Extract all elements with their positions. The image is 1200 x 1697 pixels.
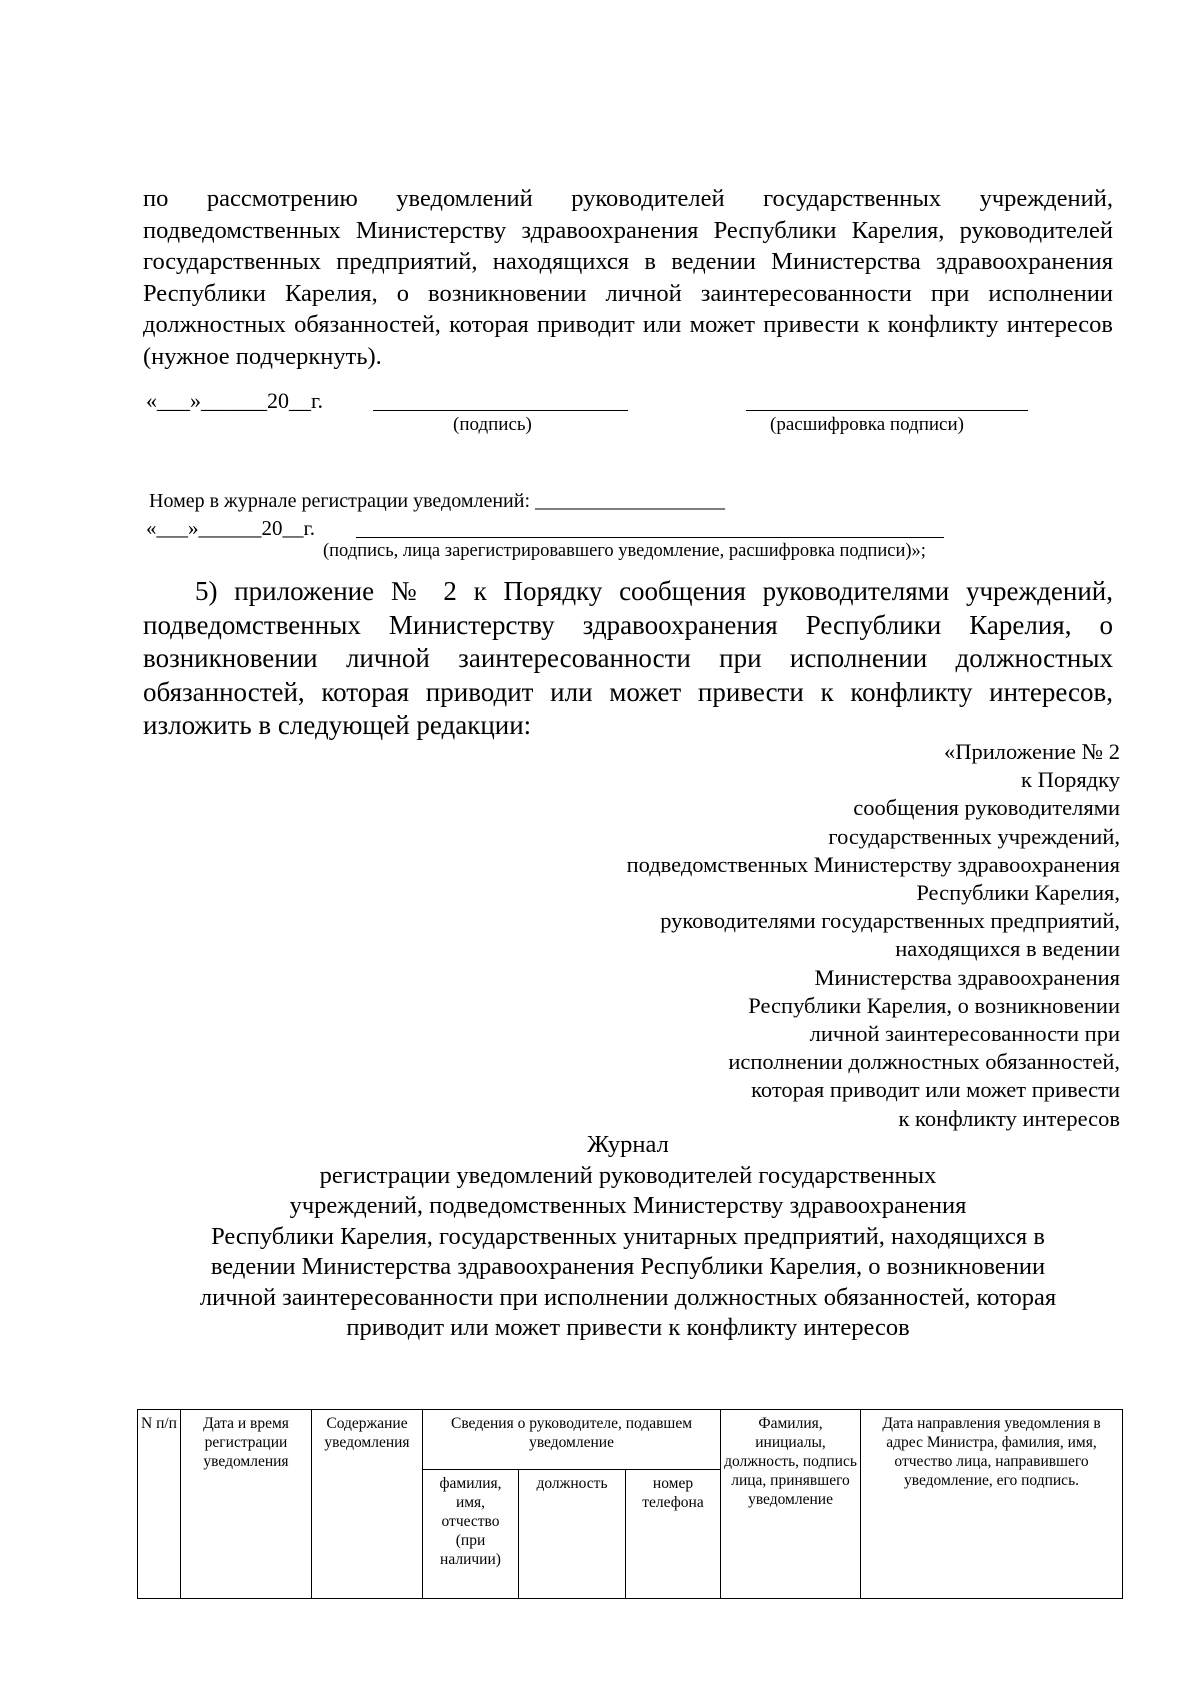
registration-table — [137, 1409, 1123, 1599]
registrar-caption: (подпись, лица зарегистрировавшего уведомление, расшифровка подписи)»; — [323, 541, 926, 561]
item-5-paragraph: 5) приложение № 2 к Порядку сообщения руководителями учреждений, подведомственных Министерству здравоохранения Республики Карелия, о возникновении личной заинтересованности при исполнении должностных обязанностей, которая приводит или может привести к конфликту интересов, изложить в следующей редакции: — [143, 576, 1113, 740]
col-content-header: Содержание уведомления — [312, 1410, 423, 1599]
journal-heading: Журнал — [587, 1131, 669, 1158]
appendix-line: исполнении должностных обязанностей, — [728, 1049, 1120, 1075]
appendix-header — [420, 738, 1120, 1133]
sub-position-header: должность — [519, 1470, 626, 1599]
appendix-line: руководителями государственных предприятий, — [660, 908, 1120, 934]
appendix-line: «Приложение № 2 — [944, 739, 1120, 764]
appendix-line: находящихся в ведении — [895, 936, 1120, 962]
journal-title-line: личной заинтересованности при исполнении должностных обязанностей, которая — [199, 1283, 1057, 1311]
signature-date-template: «___»______20__г. — [146, 388, 324, 413]
col-sent-date-header: Дата направления уведомления в адрес Министра, фамилия, имя, отчество лица, направившего уведомление, его подпись. — [861, 1410, 1123, 1599]
appendix-line: Республики Карелия, — [916, 880, 1120, 906]
col-head-info-header: Сведения о руководителе, подавшем уведомление — [423, 1410, 721, 1470]
signature-line — [373, 410, 628, 411]
appendix-line: которая приводит или может привести — [751, 1077, 1120, 1103]
appendix-line: государственных учреждений, — [828, 823, 1120, 849]
appendix-line: личной заинтересованности при — [809, 1021, 1120, 1047]
journal-title-line: Республики Карелия, государственных унитарных предприятий, находящихся в — [211, 1222, 1045, 1250]
appendix-line: к конфликту интересов — [898, 1105, 1120, 1131]
appendix-line: Министерства здравоохранения — [814, 964, 1120, 990]
intro-paragraph: по рассмотрению уведомлений руководителей государственных учреждений, подведомственных Министерству здравоохранения Республики Карелия, руководителей государственных предприятий, находящихся в ведении Министерства здравоохранения Республики Карелия, о возникновении личной заинтересованности при исполнении должностных обязанностей, которая приводит или может привести к конфликту интересов (нужное подчеркнуть). — [143, 185, 1113, 370]
signature-caption: (подпись) — [453, 414, 532, 435]
appendix-line: Республики Карелия, о возникновении — [748, 992, 1120, 1018]
appendix-line: к Порядку — [1021, 767, 1120, 793]
sub-phone-header: номер телефона — [626, 1470, 721, 1599]
registrar-signature-line — [356, 537, 944, 538]
signature-decoding-line — [746, 410, 1028, 411]
col-datetime-header: Дата и время регистрации уведомления — [181, 1410, 312, 1599]
registration-date-template: «___»______20__г. — [146, 516, 315, 540]
appendix-line: сообщения руководителями — [853, 795, 1120, 821]
journal-title-line: регистрации уведомлений руководителей государственных — [319, 1161, 937, 1189]
journal-title-line: приводит или может привести к конфликту интересов — [346, 1314, 910, 1341]
journal-title-line: ведении Министерства здравоохранения Республики Карелия, о возникновении — [210, 1253, 1046, 1280]
col-accepted-by-header: Фамилия, инициалы, должность, подпись лица, принявшего уведомление — [721, 1410, 861, 1599]
sub-fullname-header: фамилия, имя, отчество (при наличии) — [423, 1470, 519, 1599]
journal-title — [143, 1130, 1113, 1344]
journal-title-line: учреждений, подведомственных Министерству здравоохранения — [289, 1192, 967, 1219]
appendix-line: подведомственных Министерству здравоохранения — [626, 851, 1120, 877]
journal-number-label: Номер в журнале регистрации уведомлений: ___________________ — [149, 490, 726, 512]
decoding-caption: (расшифровка подписи) — [770, 414, 964, 435]
col-number-header: N п/п — [138, 1410, 181, 1599]
